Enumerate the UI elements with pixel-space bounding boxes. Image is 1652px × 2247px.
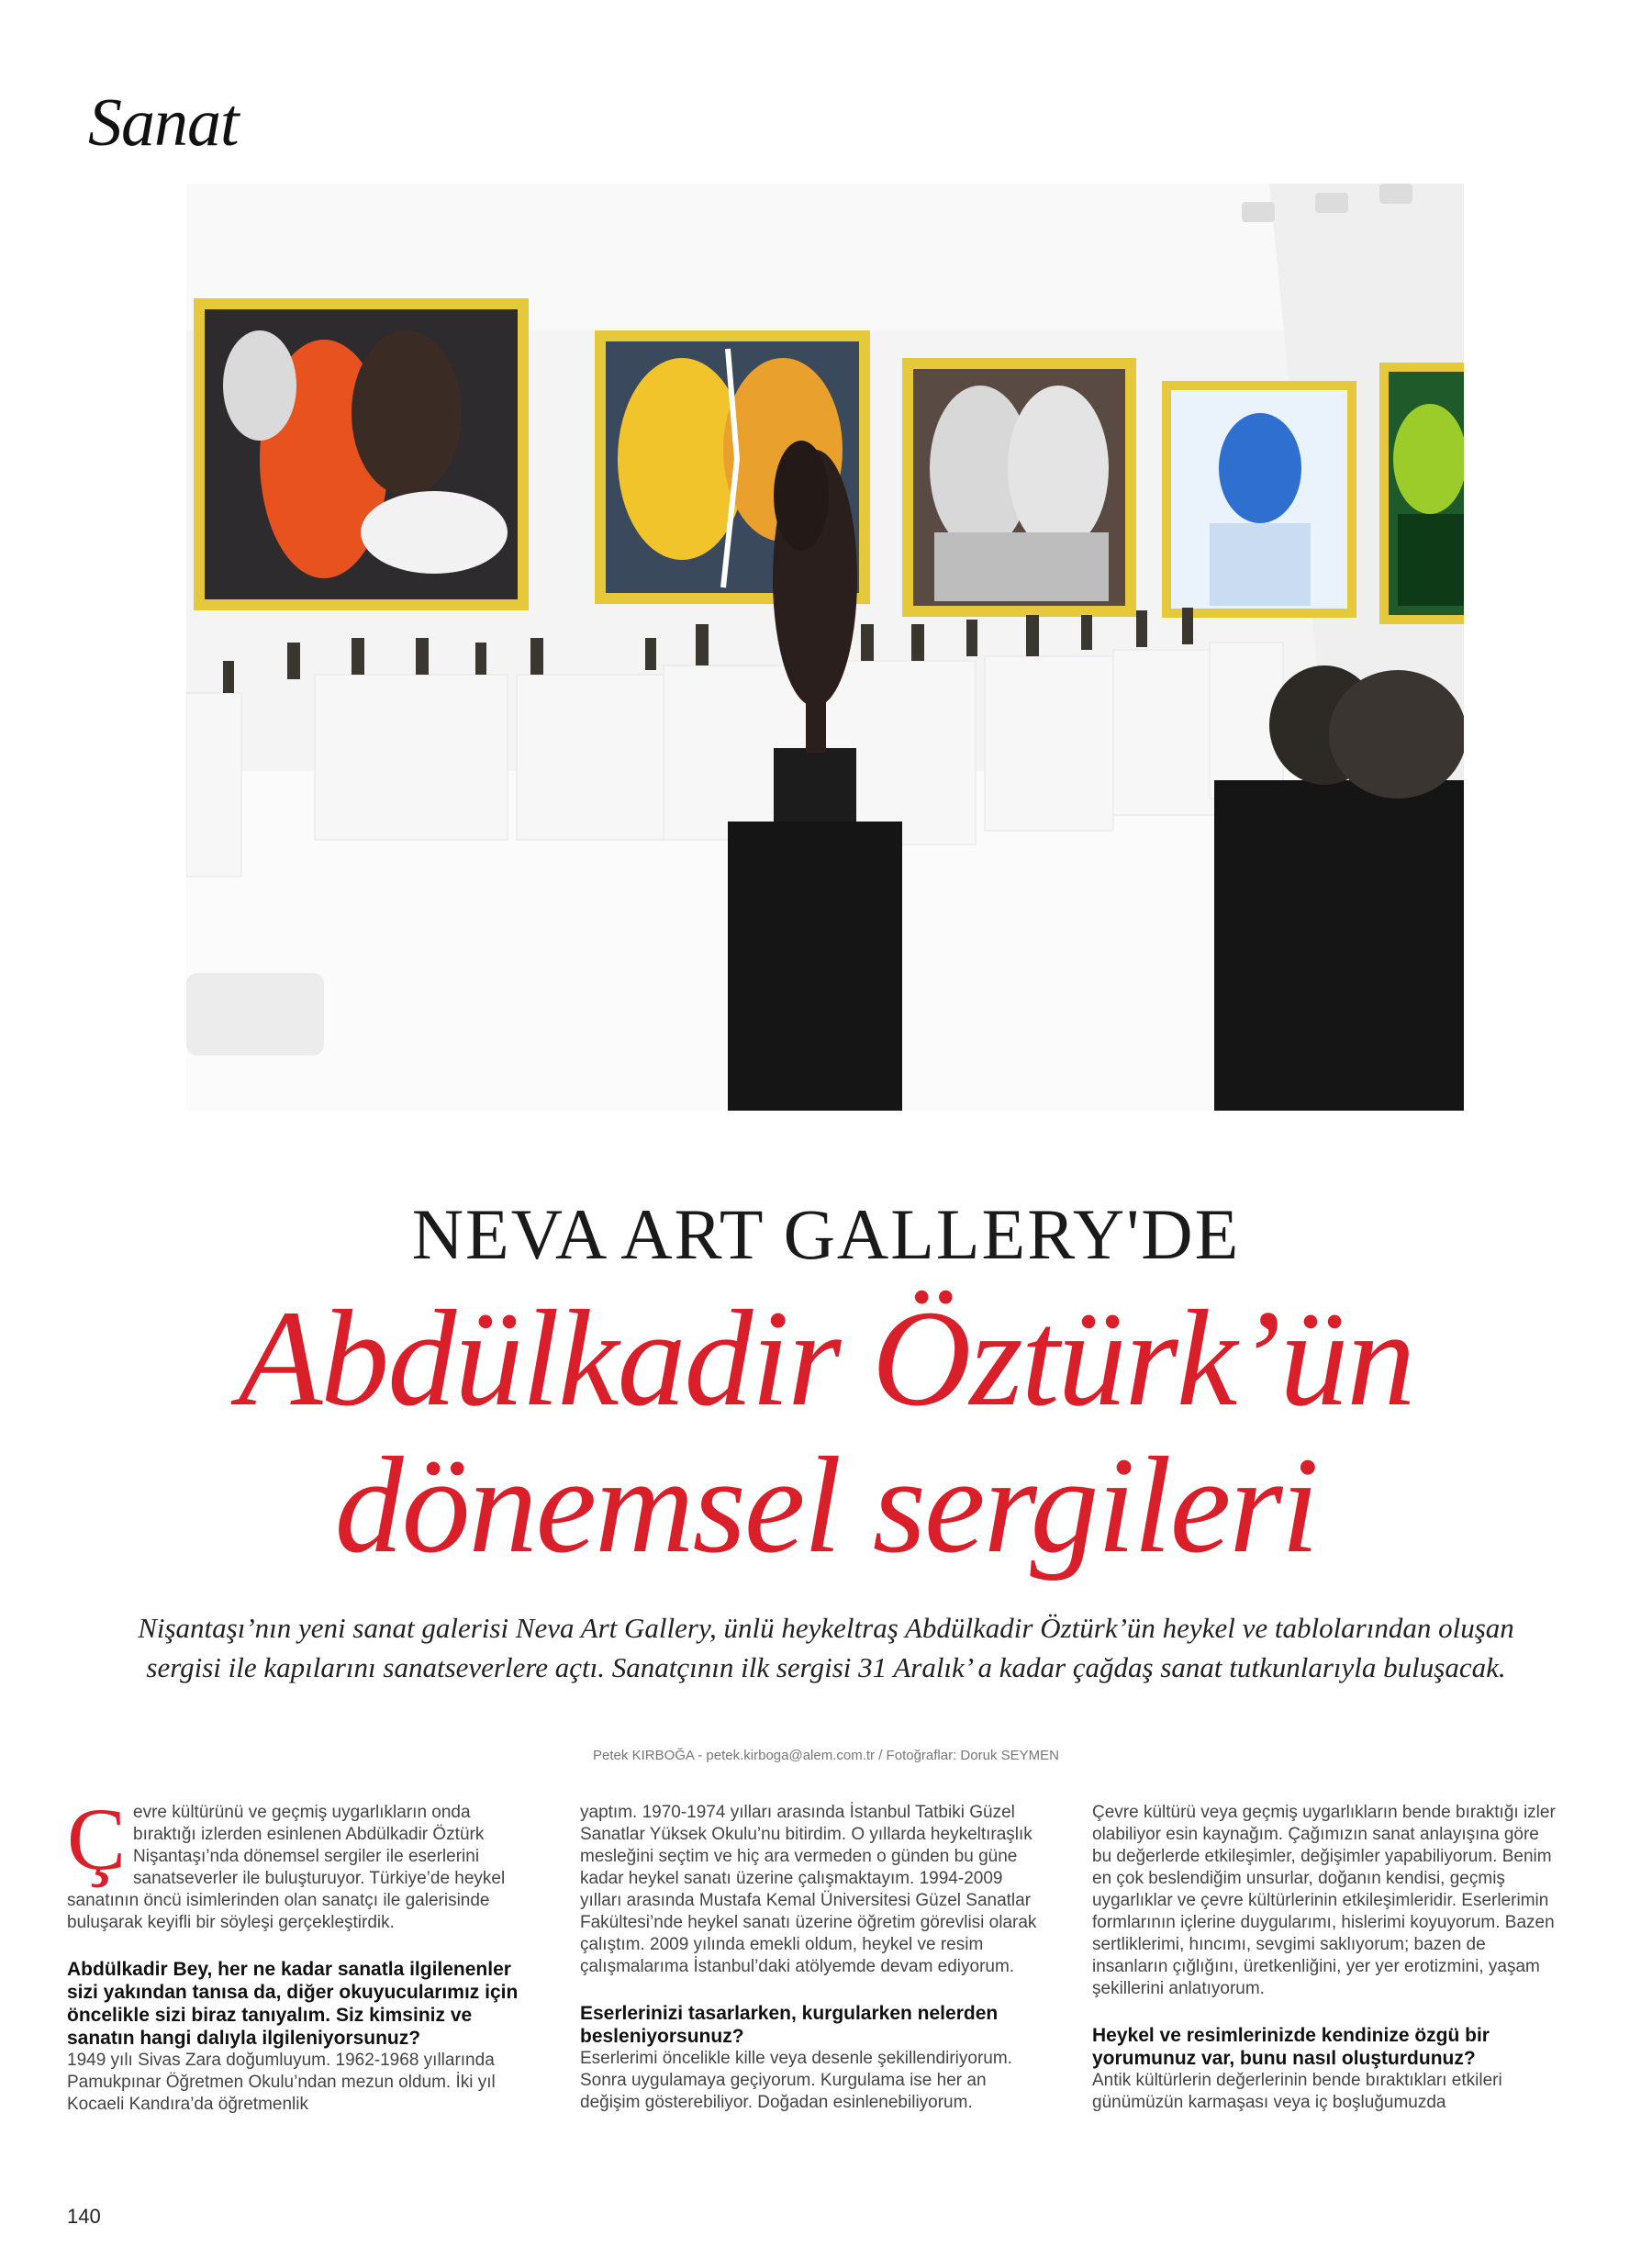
- painting-5: [1379, 363, 1464, 624]
- column-3: [1092, 1802, 1560, 2114]
- section-title: Sanat: [88, 85, 239, 161]
- intro-paragraph: [67, 1790, 535, 1934]
- article-lead: Nişantaşı’nın yeni sanat galerisi Neva Art Gallery, ünlü heykeltraş Abdülkadir Öztürk’ün heykel ve tablolarından oluşan sergisi ile kapılarını sanatseverlere açtı. Sanatçının ilk sergisi 31 Aralık’ a kadar çağdaş sanat tutkunlarıyla buluşacak.: [138, 1612, 1514, 1683]
- column-1: [67, 1790, 535, 2116]
- question-1: Abdülkadir Bey, her ne kadar sanatla ilgilenenler sizi yakından tanısa da, diğer okuyucularımız için öncelikle sizi biraz tanıyalım. Siz kimsiniz ve sanatın hangi dalıyla ilgileniyorsunuz?: [67, 1959, 519, 2049]
- article-kicker: NEVA ART GALLERY'DE: [411, 1194, 1241, 1274]
- gallery-photo-illustration: [186, 184, 1464, 1111]
- article-headline: [0, 1282, 1652, 1582]
- headline-line-2: dönemsel sergileri: [334, 1429, 1318, 1582]
- gallery-photo: [186, 184, 1464, 1111]
- question-3: Heykel ve resimlerinizde kendinize özgü bir yorumunuz var, bunu nasıl oluşturdunuz?: [1092, 2025, 1490, 2069]
- painting-1: [194, 298, 529, 610]
- headline-line-1: Abdülkadir Öztürk’ün: [238, 1282, 1414, 1435]
- painting-3: [902, 358, 1136, 617]
- answer-2-continued: Çevre kültürü veya geçmiş uygarlıkların bende bıraktığı izler olabiliyor esin kaynağım. Çağımızın sanat anlayışına göre bu değerlerde etkileşimler, değişimler yapabiliyorum. Benim en çok beslendiğim unsurlar, doğanın kendisi, geçmiş uygarlıklar ve çevre kültürlerinin etkileşimleridir. Eserlerimin formlarının içlerine duygularımı, hislerimi koyuyorum. Bazen sertliklerimi, hıncımı, sevgimi saklıyorum; bazen de insanların çığlığını, üretkenliğini, yer yer erotizmini, yaşam şekillerini anlatıyorum.: [1092, 1803, 1556, 1998]
- painting-4: [1162, 381, 1356, 618]
- column-2: [580, 1802, 1048, 2114]
- drop-cap: Ç: [67, 1790, 127, 1888]
- article-credit: Petek KIRBOĞA - petek.kirboga@alem.com.tr / Fotoğraflar: Doruk SEYMEN: [593, 1748, 1059, 1763]
- page-number: 140: [67, 2205, 101, 2228]
- ottoman: [186, 973, 324, 1056]
- answer-3: Antik kültürlerin değerlerinin bende bıraktıkları etkileri günümüzün karmaşası veya iç boşluğumuzda: [1092, 2071, 1502, 2112]
- question-2: Eserlerinizi tasarlarken, kurgularken nelerden besleniyorsunuz?: [580, 2003, 999, 2047]
- answer-2: Eserlerimi öncelikle kille veya desenle şekillendiriyorum. Sonra uygulamaya geçiyorum. Kurgulama ise her an değişim gösterebiliyor. Doğadan esinlenebiliyorum.: [580, 2049, 1012, 2112]
- answer-1-part-2: yaptım. 1970-1974 yılları arasında İstanbul Tatbiki Güzel Sanatlar Yüksek Okulu’nu bitirdim. O yıllarda heykeltıraşlık mesleğini seçtim ve hiç ara vermeden o günden bu güne kadar heykel sanatı üzerine çalışmaktayım. 1994-2009 yılları arasında Mustafa Kemal Üniversitesi Güzel Sanatlar Fakültesi’nde heykel sanatı üzerine öğretim görevlisi olarak çalıştım. 2009 yılında emekli oldum, heykel ve resim çalışmalarıma İstanbul’daki atölyemde devam ediyorum.: [580, 1803, 1037, 1976]
- intro-text: evre kültürünü ve geçmiş uygarlıkların onda bıraktığı izlerden esinlenen Abdülkadir Öztürk Nişantaşı’nda dönemsel sergiler ile eserlerini sanatseverler ile buluşturuyor. Türkiye’de heykel sanatının öncü isimlerinden olan sanatçı ile galerisinde buluşarak keyifli bir söyleşi gerçekleştirdik.: [67, 1803, 506, 1932]
- answer-1-part-1: 1949 yılı Sivas Zara doğumluyum. 1962-1968 yıllarında Pamukpınar Öğretmen Okulu’ndan mezun oldum. İki yıl Kocaeli Kandıra’da öğretmenlik: [67, 2051, 496, 2114]
